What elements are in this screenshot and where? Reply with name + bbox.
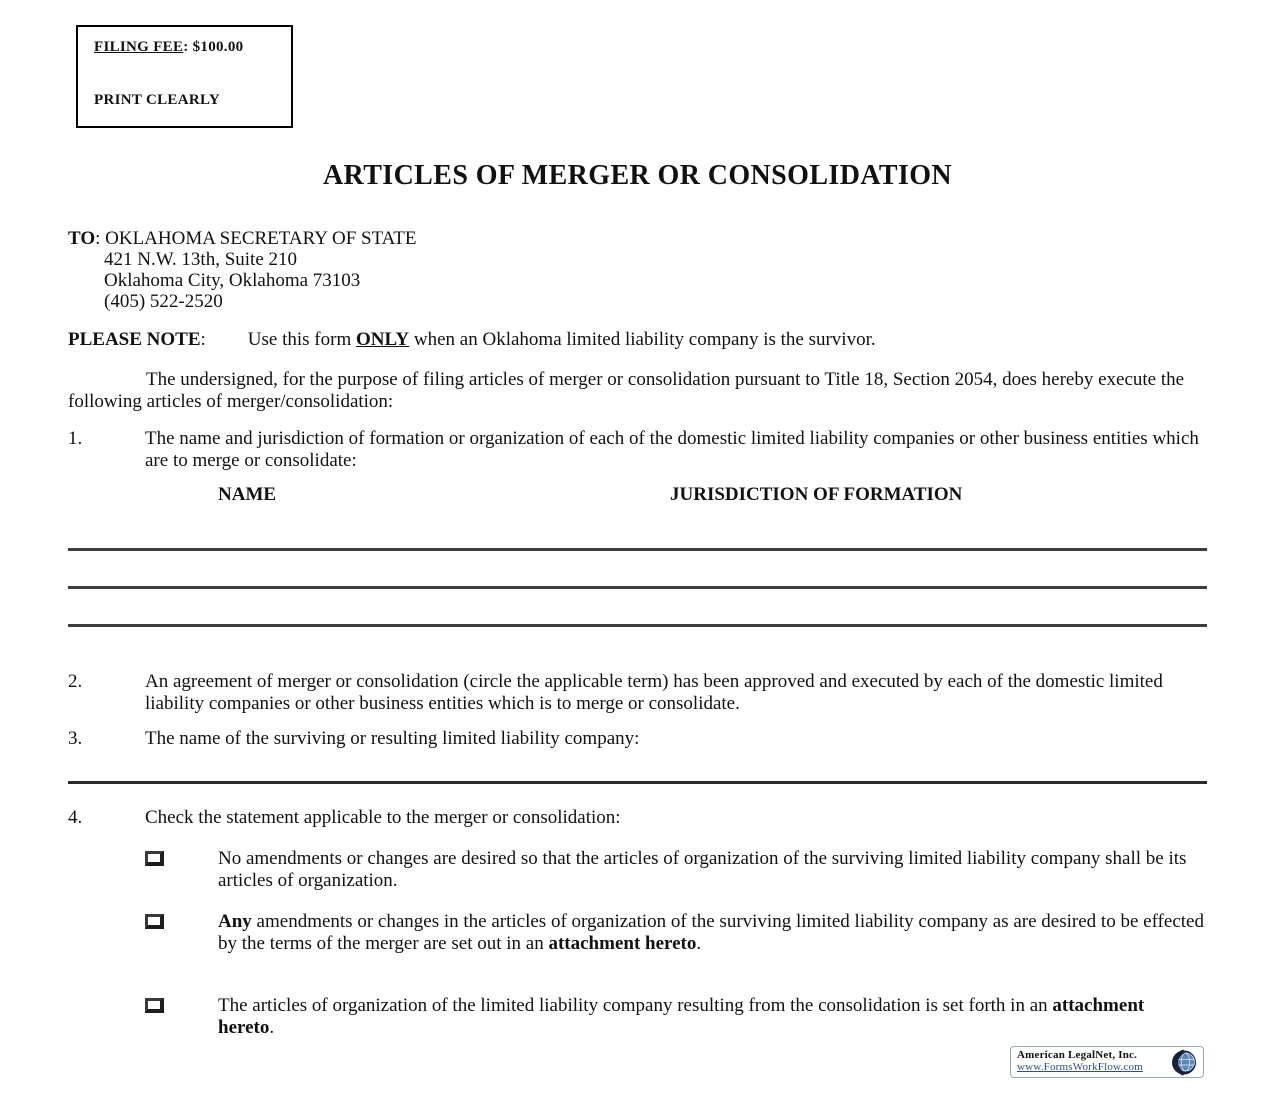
form-item-1-text: The name and jurisdiction of formation or organization of each of the domestic limited liability companies or other business entities which are to merge or consolidate: [145,428,1199,471]
form-item-2-text: An agreement of merger or consolidation (circle the applicable term) has been approved and executed by each of the domestic limited liability companies or other business entities which is to merge or consolidate. [145,671,1163,714]
addressee-phone: (405) 522-2520 [104,291,223,312]
checkbox-option-3[interactable] [145,998,164,1013]
please-note-colon: : [200,329,206,350]
form-item-1 [68,428,1208,472]
entity-table-headers [68,484,1208,508]
addressee-address-line-1: 421 N.W. 13th, Suite 210 [104,249,297,270]
globe-icon [1170,1049,1198,1076]
intro-paragraph: The undersigned, for the purpose of filing articles of merger or consolidation pursuant to Title 18, Section 2054, does hereby execute the following articles of merger/consolidation: [68,369,1185,412]
statement-option-1 [145,848,1205,892]
filing-fee-label: FILING FEE [94,39,184,55]
checkbox-option-2[interactable] [145,914,164,929]
form-item-3-number: 3. [68,728,83,749]
filing-fee-box [76,25,293,128]
addressee-recipient-line [68,228,417,249]
please-note-emphasis: ONLY [355,329,410,350]
plain-text: . [696,933,702,954]
addressee-block [68,228,417,312]
statement-option-3 [145,995,1205,1039]
print-clearly-label: PRINT CLEARLY [94,92,221,108]
statement-option-3-text [218,995,1205,1039]
entity-entry-line-1[interactable] [68,548,1207,551]
addressee-recipient: : OKLAHOMA SECRETARY OF STATE [95,228,417,249]
column-header-name: NAME [218,484,277,505]
filing-fee-line [94,39,243,56]
checkbox-option-1[interactable] [145,851,164,866]
entity-entry-line-3[interactable] [68,624,1207,627]
plain-text: amendments or changes in the articles of organization of the surviving limited liability company as are desired to be effected by the terms of the merger are set out in an [218,911,1204,954]
surviving-company-name-line[interactable] [68,781,1207,784]
plain-text: . [269,1017,275,1038]
entity-entry-line-2[interactable] [68,586,1207,589]
please-note-text-after: when an Oklahoma limited liability company is the survivor. [409,329,876,350]
please-note-line [68,329,1208,351]
to-label: TO [68,228,96,249]
emphasis-text: attachment hereto [218,995,1145,1038]
emphasis-text: attachment hereto [548,933,697,954]
page-title: ARTICLES OF MERGER OR CONSOLIDATION [322,160,953,191]
footer-website-link[interactable]: www.FormsWorkFlow.com [1017,1061,1143,1073]
footer-company-name: American LegalNet, Inc. [1017,1049,1138,1061]
form-item-3 [68,728,1208,750]
column-header-jurisdiction: JURISDICTION OF FORMATION [670,484,963,505]
form-item-3-text: The name of the surviving or resulting limited liability company: [145,728,640,749]
emphasis-text: Any [218,911,252,932]
footer-vendor-stamp [1010,1046,1204,1078]
statement-option-2 [145,911,1205,955]
statement-option-2-text [218,911,1205,955]
filing-fee-amount: : $100.00 [183,39,244,55]
plain-text: The articles of organization of the limited liability company resulting from the consolidation is set forth in an [218,995,1053,1016]
please-note-label: PLEASE NOTE [68,329,201,350]
form-item-2-number: 2. [68,671,83,692]
statement-option-1-text [218,848,1205,892]
form-item-4-number: 4. [68,807,83,828]
form-item-4-text: Check the statement applicable to the merger or consolidation: [145,807,621,828]
form-item-2 [68,671,1208,715]
plain-text: No amendments or changes are desired so that the articles of organization of the surviving limited liability company shall be its articles of organization. [218,848,1187,891]
footer-stamp-text [1017,1049,1157,1073]
addressee-address-line-2: Oklahoma City, Oklahoma 73103 [104,270,361,291]
please-note-text-before: Use this form [247,329,356,350]
form-item-4 [68,807,1208,829]
form-item-1-number: 1. [68,428,83,449]
